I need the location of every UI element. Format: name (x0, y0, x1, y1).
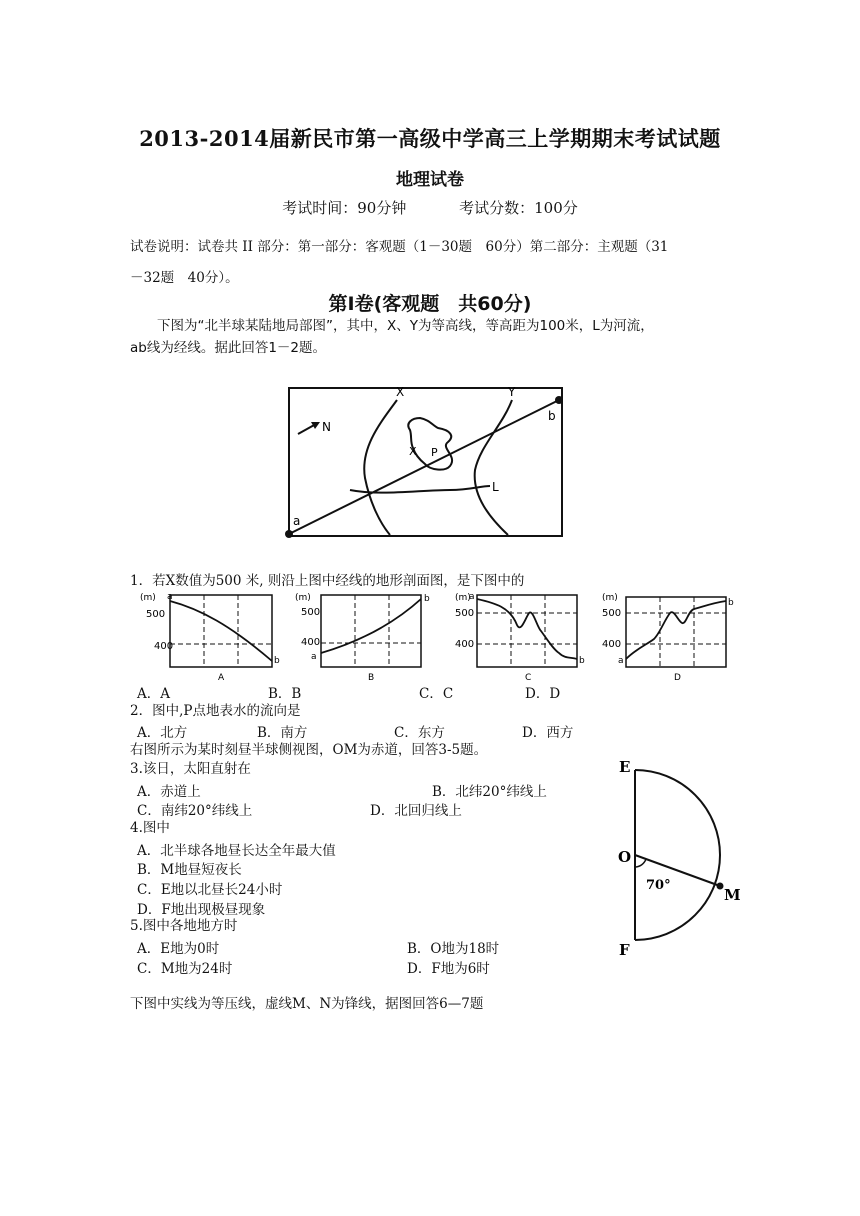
profile-b-y-low: 400 (301, 637, 321, 648)
profile-d-curve (626, 601, 726, 659)
profile-d-caption: D (674, 673, 681, 683)
profile-a-y-low: 400 (154, 641, 174, 652)
exam-meta (0, 197, 860, 218)
q4-stem: 4.图中 (130, 820, 170, 836)
q5-option-c[interactable]: C．M地为24时 (137, 961, 233, 977)
point-m-marker (717, 883, 724, 890)
hemisphere-figure (610, 750, 760, 965)
profile-b-y-high: 500 (301, 607, 321, 618)
profile-a-y-high: 500 (146, 609, 166, 620)
point-a-label: a (293, 514, 301, 528)
angle-arc (635, 859, 646, 867)
contour-x-label: X (396, 385, 405, 399)
q2-option-a[interactable]: A．北方 (137, 725, 188, 741)
profile-c-end-a: a (469, 592, 475, 602)
profile-d-frame (626, 597, 726, 667)
profile-c-end-b: b (579, 656, 585, 666)
exam-title: 2013-2014届新民市第一高级中学高三上学期期末考试试题 (139, 126, 721, 151)
profile-a-caption: A (218, 673, 225, 683)
inner-contour-line (408, 418, 452, 470)
point-a-marker (285, 530, 293, 538)
q1-profiles-figure (140, 587, 760, 683)
profile-b (295, 593, 430, 683)
profile-b-curve (321, 599, 421, 653)
q4-option-a[interactable]: A．北半球各地昼长达全年最大值 (137, 843, 336, 859)
profile-c-y-high: 500 (455, 608, 475, 619)
river-l-label: L (492, 480, 499, 494)
section-intro (130, 315, 730, 359)
profile-d-end-a: a (618, 656, 624, 666)
q5-option-a[interactable]: A．E地为0时 (137, 941, 220, 957)
q1-option-b[interactable]: B．B (268, 686, 302, 702)
angle-label: 70° (646, 878, 671, 893)
label-o: O (618, 848, 632, 866)
profile-c-y-low: 400 (455, 639, 475, 650)
q4-option-d[interactable]: D．F地出现极昼现象 (137, 902, 266, 918)
q3-option-c[interactable]: C．南纬20°纬线上 (137, 803, 253, 819)
intro-line-2: ab线为经线。据此回答1－2题。 (130, 340, 327, 356)
profile-a-unit: (m) (140, 593, 156, 603)
q3-5-intro: 右图所示为某时刻昼半球侧视图，OM为赤道，回答3-5题。 (130, 742, 488, 758)
q5-option-b[interactable]: B．O地为18时 (407, 941, 500, 957)
profile-b-caption: B (368, 673, 375, 683)
description-line-2: －32题 40分）。 (130, 270, 239, 286)
point-b-marker (555, 396, 563, 404)
q3-option-a[interactable]: A．赤道上 (137, 784, 201, 800)
q2-option-c[interactable]: C．东方 (394, 725, 445, 741)
section-title: 第Ⅰ卷(客观题 共60分) (328, 293, 532, 315)
profile-d-end-b: b (728, 598, 734, 608)
label-f: F (619, 941, 630, 959)
q1-option-a[interactable]: A．A (137, 686, 170, 702)
q3-stem: 3.该日，太阳直射在 (130, 761, 251, 777)
label-m: M (724, 886, 741, 904)
river-l-line (350, 486, 490, 493)
point-b-label: b (548, 409, 556, 423)
profile-b-unit: (m) (295, 593, 311, 603)
q2-stem: 2．图中,P点地表水的流向是 (130, 703, 301, 719)
north-label: N (322, 420, 331, 434)
contour-x-line (364, 400, 397, 535)
profile-c-curve (477, 599, 577, 659)
profile-b-end-a: a (311, 652, 317, 662)
q4-option-c[interactable]: C．E地以北昼长24小时 (137, 882, 283, 898)
contour-map-figure (280, 378, 580, 548)
q6-7-intro: 下图中实线为等压线，虚线M、N为锋线，据图回答6—7题 (130, 996, 484, 1012)
q1-stem: 1．若X数值为500 米, 则沿上图中经线的地形剖面图，是下图中的 (130, 573, 525, 589)
exam-subtitle: 地理试卷 (396, 170, 464, 190)
profile-c (455, 592, 585, 683)
contour-y-line (475, 400, 512, 535)
profile-b-frame (321, 595, 421, 667)
q5-option-d[interactable]: D．F地为6时 (407, 961, 490, 977)
exam-score: 考试分数：100分 (459, 199, 578, 217)
profile-d-y-high: 500 (602, 608, 622, 619)
q2-option-b[interactable]: B．南方 (257, 725, 308, 741)
intro-line-1: 下图为“北半球某陆地局部图”，其中，X、Y为等高线，等高距为100米，L为河流， (130, 318, 654, 334)
profile-a-end-a: a (167, 592, 173, 602)
q4-option-b[interactable]: B．M地昼短夜长 (137, 862, 242, 878)
profile-a-end-b: b (274, 656, 280, 666)
q5-stem: 5.图中各地地方时 (130, 918, 238, 934)
exam-description (130, 232, 730, 294)
profile-b-end-b: b (424, 594, 430, 604)
inner-x-label: X (409, 445, 417, 458)
contour-y-label: Y (508, 385, 516, 399)
profile-d (602, 593, 734, 683)
profile-c-unit: (m) (455, 593, 471, 603)
q3-option-d[interactable]: D．北回归线上 (370, 803, 462, 819)
label-e: E (619, 758, 631, 776)
q2-option-d[interactable]: D．西方 (522, 725, 574, 741)
profile-a-curve (170, 601, 272, 661)
hemisphere-arc (635, 770, 720, 940)
profile-c-caption: C (525, 673, 532, 683)
profile-d-unit: (m) (602, 593, 618, 603)
profile-a (140, 592, 280, 683)
exam-time: 考试时间：90分钟 (282, 199, 407, 217)
q3-option-b[interactable]: B．北纬20°纬线上 (432, 784, 547, 800)
description-line-1: 试卷说明：试卷共 II 部分：第一部分：客观题（1－30题 60分）第二部分：主观题（31 (130, 239, 669, 255)
q1-option-c[interactable]: C．C (419, 686, 454, 702)
p-label: P (431, 446, 438, 459)
profile-d-y-low: 400 (602, 639, 622, 650)
q1-option-d[interactable]: D．D (525, 686, 561, 702)
